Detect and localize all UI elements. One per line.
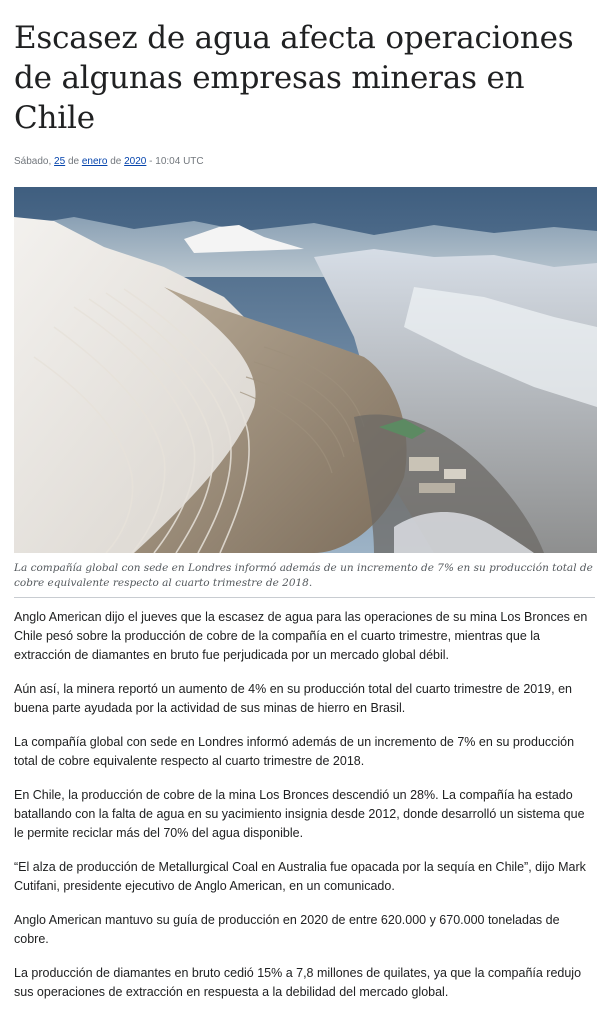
date-weekday: Sábado,: [14, 156, 52, 167]
article-paragraph: Anglo American mantuvo su guía de producción en 2020 de entre 620.000 y 670.000 toneladas de cobre.: [14, 913, 560, 946]
article-paragraph: Aún así, la minera reportó un aumento de 4% en su producción total del cuarto trimestre de 2019, en buena parte ayudada por la actividad de sus minas de hierro en Brasil.: [14, 682, 572, 715]
article-title: Escasez de agua afecta operaciones de algunas empresas mineras en Chile: [14, 20, 574, 136]
article-dateline: [14, 156, 595, 170]
article-paragraph: La producción de diamantes en bruto cedió 15% a 7,8 millones de quilates, ya que la compañía redujo sus operaciones de extracción en respuesta a la debilidad del mercado global.: [14, 966, 582, 999]
article-paragraph: “El alza de producción de Metallurgical Coal en Australia fue opacada por la sequía en Chile”, dijo Mark Cutifani, presidente ejecutivo de Anglo American, en un comunicado.: [14, 860, 586, 893]
image-caption: La compañía global con sede en Londres informó además de un incremento de 7% en su producción total de cobre equivalente respecto al cuarto trimestre de 2018.: [14, 562, 593, 589]
article-paragraph: En Chile, la producción de cobre de la mina Los Bronces descendió un 28%. La compañía ha estado batallando con la falta de agua en su yacimiento insignia desde 2012, donde desarrolló un sistema que le permite reciclar más del 70% del agua disponible.: [14, 788, 585, 840]
article-paragraph: La compañía global con sede en Londres informó además de un incremento de 7% en su producción total de cobre equivalente respecto al cuarto trimestre de 2018.: [14, 735, 575, 768]
mine-aerial-photo[interactable]: [14, 187, 597, 553]
date-day-link[interactable]: 25: [54, 156, 66, 167]
date-de-1: de: [67, 156, 80, 167]
date-de-2: de: [110, 156, 122, 167]
date-month-link[interactable]: enero: [81, 156, 108, 167]
article-paragraph: Anglo American dijo el jueves que la escasez de agua para las operaciones de su mina Los Bronces en Chile pesó sobre la producción de cobre de la compañía en el cuarto trimestre, mientras que la extracción de diamantes en bruto fue perjudicada por un mercado global débil.: [14, 610, 588, 662]
article-body: [14, 608, 595, 1002]
article-figure: [14, 187, 595, 598]
date-time: - 10:04 UTC: [149, 156, 204, 167]
date-year-link[interactable]: 2020: [124, 156, 147, 167]
